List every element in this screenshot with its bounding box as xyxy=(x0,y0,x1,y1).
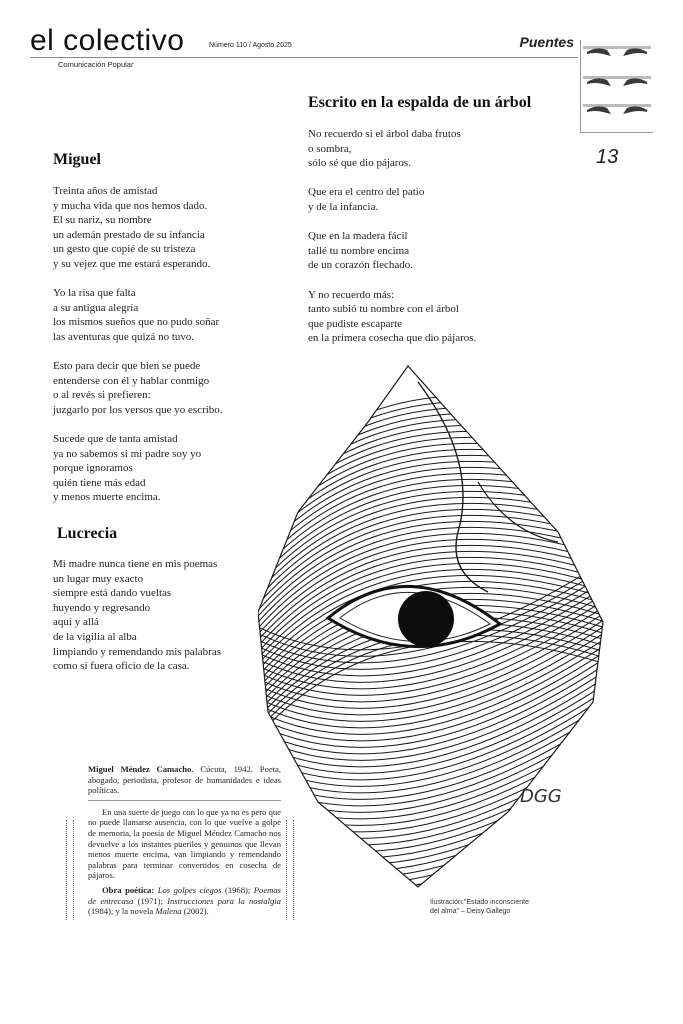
eye-illustration xyxy=(258,362,610,902)
bio-intro xyxy=(88,764,281,796)
work-title: Malena xyxy=(155,906,182,917)
stanza xyxy=(53,286,223,344)
stanza xyxy=(308,185,476,214)
page-number: 13 xyxy=(596,146,619,168)
stanza xyxy=(53,557,221,674)
stanza xyxy=(308,229,476,273)
verse-line: y mucha vida que nos hemos dado. xyxy=(53,199,208,212)
verse-line: entenderse con él y hablar conmigo xyxy=(53,374,210,387)
stanza xyxy=(308,288,476,346)
verse-line: un lugar muy exacto xyxy=(53,572,144,585)
stanza xyxy=(53,184,223,272)
bio-works xyxy=(88,885,281,917)
eye xyxy=(328,586,500,647)
artist-signature: DGG xyxy=(520,786,562,807)
work-year: (1968); xyxy=(221,884,254,895)
verse-line: tallé tu nombre encima xyxy=(308,244,410,257)
author-details: . Cúcuta, 1942. Poeta, abogado, periodista, profesor de humanidades e ideas políticas. xyxy=(88,764,281,796)
verse-line: un gesto que copié de su tristeza xyxy=(53,243,196,256)
verse-line: un ademán prestado de su infancia xyxy=(53,228,205,241)
verse-line: No recuerdo si el árbol daba frutos xyxy=(308,128,461,140)
header-divider xyxy=(30,57,578,58)
verse-line: Y no recuerdo más: xyxy=(308,288,395,301)
stanza xyxy=(308,127,476,171)
verse-line: limpiando y remendando mis palabras xyxy=(53,645,222,658)
poem-title: Escrito en la espalda de un árbol xyxy=(308,94,532,111)
verse-line: y menos muerte encima. xyxy=(53,491,161,504)
poem-title: Miguel xyxy=(53,151,101,168)
verse-line: Esto para decir que bien se puede xyxy=(53,360,201,373)
verse-line: juzgarlo por los versos que yo escribo. xyxy=(53,403,223,416)
caption-line: Ilustración:"Estado inconsciente xyxy=(430,899,529,906)
stanza xyxy=(53,359,223,417)
verse-line: en la primera cosecha que dio pájaros. xyxy=(308,332,477,345)
verse-line: las aventuras que quizá no tuvo. xyxy=(53,330,195,343)
poem-body xyxy=(53,184,223,505)
works-label: Obra poética: xyxy=(102,884,155,895)
verse-line: y de la infancia. xyxy=(308,200,379,213)
verse-line: sólo sé que dio pájaros. xyxy=(308,157,411,170)
verse-line: aquí y allá xyxy=(53,616,99,629)
caption-line: del alma" – Deisy Gallego xyxy=(430,908,511,915)
eye-drawing-icon xyxy=(258,362,610,897)
work-title: Los golpes ciegos xyxy=(157,884,222,895)
verse-line: Mi madre nunca tiene en mis poemas xyxy=(53,558,218,570)
author-name: Miguel Méndez Camacho xyxy=(88,764,192,774)
bio-divider xyxy=(88,800,281,801)
verse-line: porque ignoramos xyxy=(53,462,133,475)
poem-body xyxy=(308,127,476,346)
work-title: Poemas de entrecasa xyxy=(88,884,281,906)
work-year: (1984); y la novela xyxy=(88,906,156,917)
section-name: Puentes xyxy=(519,34,574,50)
verse-line: huyendo y regresando xyxy=(53,601,151,614)
stanza xyxy=(53,432,223,505)
verse-line: que pudiste escaparte xyxy=(308,317,403,330)
verse-line: El su nariz, su nombre xyxy=(53,214,152,227)
work-year: (1971); xyxy=(133,895,168,906)
verse-line: los mismos sueños que no pudo soñar xyxy=(53,316,220,329)
verse-line: quién tiene más edad xyxy=(53,476,146,489)
masthead-logo: el colectivo xyxy=(30,24,185,57)
verse-line: o sombra, xyxy=(308,142,352,155)
verse-line: Que en la madera fácil xyxy=(308,230,408,243)
verse-line: Sucede que de tanta amistad xyxy=(53,433,178,446)
verse-line: y su vejez que me estará esperando. xyxy=(53,257,211,270)
verse-line: de la vigilia al alba xyxy=(53,630,137,643)
verse-line: de un corazón flechado. xyxy=(308,259,414,272)
decorative-border-left xyxy=(66,820,74,920)
verse-line: Treinta años de amistad xyxy=(53,185,158,197)
verse-line: Que era el centro del patio xyxy=(308,186,425,199)
masthead-tagline: Comunicación Popular xyxy=(58,60,134,69)
poem-title: Lucrecia xyxy=(57,525,118,542)
verse-line: tanto subió tu nombre con el árbol xyxy=(308,303,459,316)
work-year: (2002). xyxy=(181,906,209,917)
verse-line: o al revés si prefieren: xyxy=(53,389,151,402)
verse-line: Yo la risa que falta xyxy=(53,287,136,300)
illustration-caption xyxy=(430,898,550,916)
verse-line: siempre está dando vueltas xyxy=(53,587,172,600)
work-title: Instrucciones para la nostalgia xyxy=(167,895,281,906)
bio-essay: En una suerte de juego con lo que ya no es pero que no puede llamarse ausencia, con lo que vuelve a golpe de memoria, la poesía de Miguel Méndez Camacho nos devuelve a los instantes pueriles y genuinos que llevan menos muerte encima, van limpiando y remendando palabras para terminar convertidos en cosecha de pájaros. xyxy=(88,806,281,881)
section-icon-stack xyxy=(580,40,653,133)
verse-line: como si fuera oficio de la casa. xyxy=(53,660,190,673)
verse-line: ya no sabemos si mi padre soy yo xyxy=(53,447,202,460)
author-bio xyxy=(88,764,281,921)
poem-body xyxy=(53,557,221,674)
bridge-hands-icon xyxy=(583,46,651,114)
verse-line: a su antigua alegría xyxy=(53,301,139,314)
issue-info: Número 110 / Agosto 2025 xyxy=(209,42,292,49)
